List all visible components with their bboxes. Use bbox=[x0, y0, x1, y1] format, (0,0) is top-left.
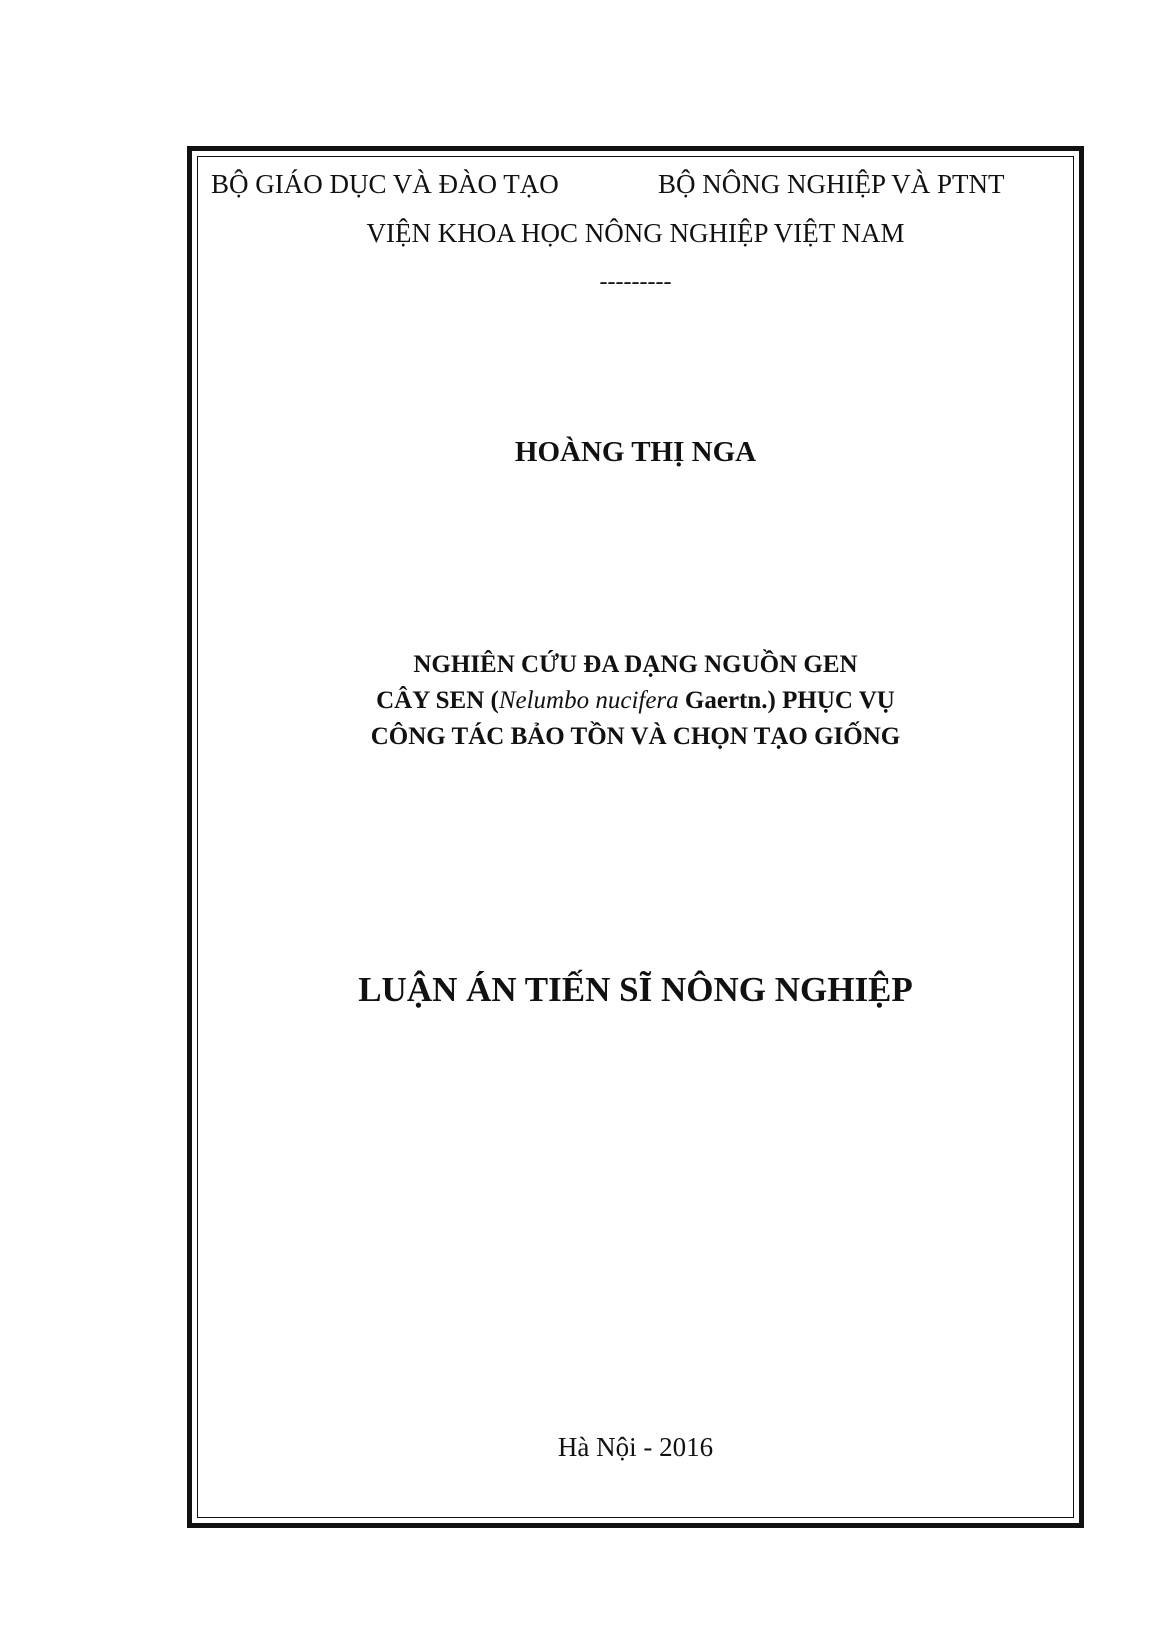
thesis-title-line-3: CÔNG TÁC BẢO TỒN VÀ CHỌN TẠO GIỐNG bbox=[370, 723, 901, 750]
ministry-agriculture-label: BỘ NÔNG NGHIỆP VÀ PTNT bbox=[658, 169, 1005, 199]
title-line-2-prefix: CÂY SEN ( bbox=[376, 687, 499, 714]
ministry-education-label: BỘ GIÁO DỤC VÀ ĐÀO TẠO bbox=[211, 169, 559, 199]
header-divider: --------- bbox=[599, 269, 672, 295]
degree-label: LUẬN ÁN TIẾN SĨ NÔNG NGHIỆP bbox=[358, 970, 913, 1009]
thesis-title-line-1: NGHIÊN CỨU ĐA DẠNG NGUỒN GEN bbox=[413, 651, 858, 678]
centered-content bbox=[187, 0, 1084, 1637]
species-name: Nelumbo nucifera bbox=[498, 687, 679, 714]
place-and-year: Hà Nội - 2016 bbox=[557, 1432, 714, 1462]
institute-name: VIỆN KHOA HỌC NÔNG NGHIỆP VIỆT NAM bbox=[366, 218, 905, 248]
thesis-title-line-2 bbox=[187, 688, 1084, 713]
title-line-2-suffix: Gaertn.) PHỤC VỤ bbox=[678, 687, 895, 714]
author-name: HOÀNG THỊ NGA bbox=[514, 436, 757, 468]
